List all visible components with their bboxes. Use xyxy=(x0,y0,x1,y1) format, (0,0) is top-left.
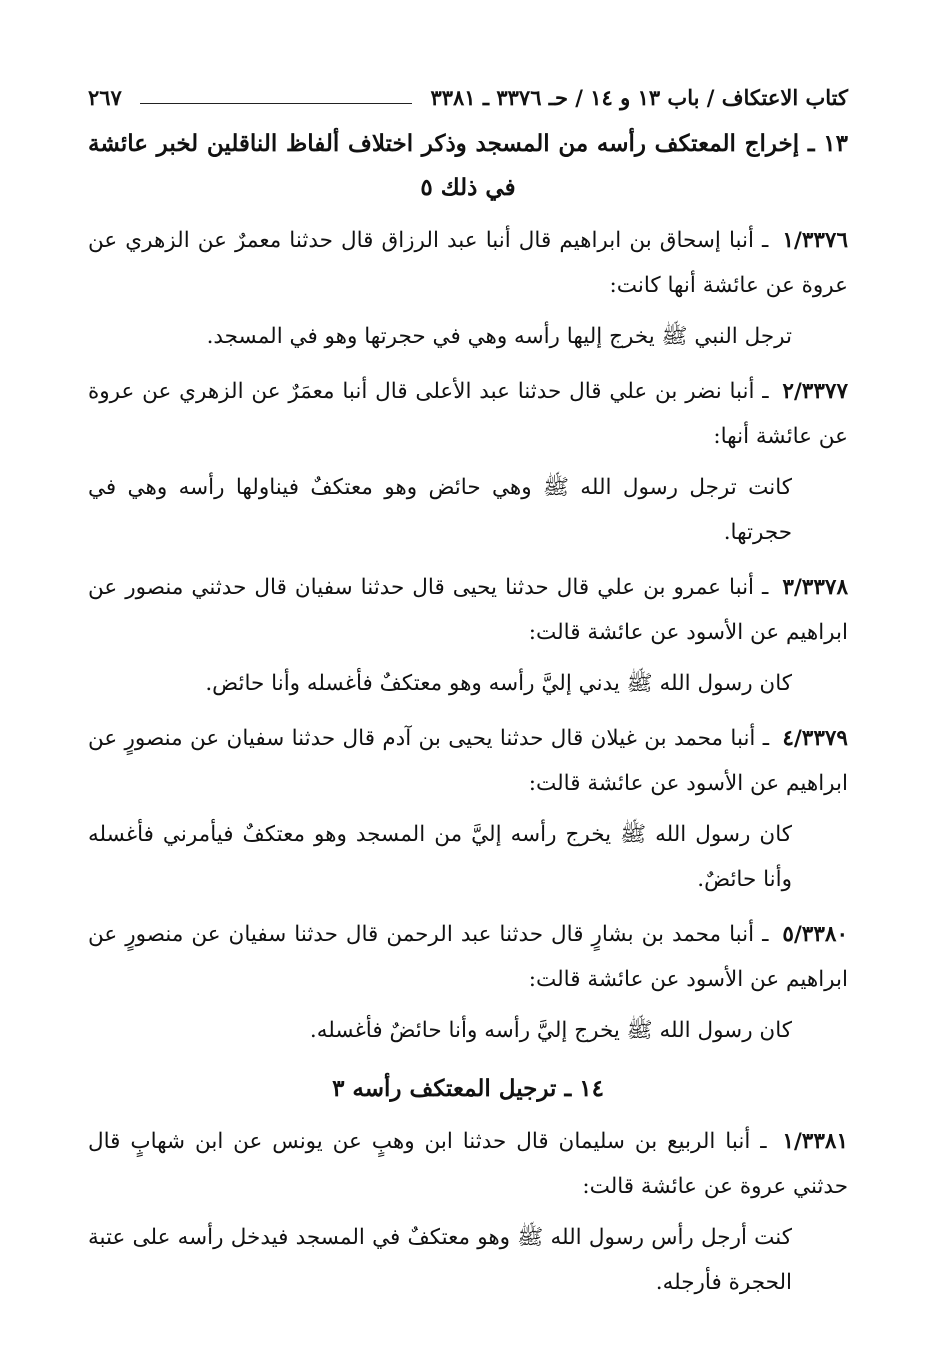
page-number: ٢٦٧ xyxy=(88,84,122,110)
hadith-matn: كان رسول الله ﷺ يخرج إليَّ رأسه وأنا حائضٌ فأغسله. xyxy=(309,1018,792,1043)
hadith-number: ١/٣٣٧٦ xyxy=(782,228,849,253)
isnad-text: ـ أنبا الربيع بن سليمان قال حدثنا ابن وهبٍ عن يونس عن ابن شهابٍ قال حدثني عروة عن عائشة قالت: xyxy=(88,1129,848,1199)
hadith-matn: كان رسول الله ﷺ يخرج رأسه إليَّ من المسجد وهو معتكفٌ فيأمرني فأغسله وأنا حائضٌ. xyxy=(88,822,792,892)
isnad-text: ـ أنبا محمد بن بشارٍ قال حدثنا عبد الرحمن قال حدثنا سفيان عن منصورٍ عن ابراهيم عن الأسود عن عائشة قالت: xyxy=(88,922,848,992)
running-header xyxy=(88,70,848,110)
chapter-heading: ١٤ ـ ترجيل المعتكف رأسه ٣ xyxy=(332,1075,604,1102)
hadith-isnad xyxy=(88,1119,848,1209)
hadith-matn: ترجل النبي ﷺ يخرج إليها رأسه وهي في حجرتها وهو في المسجد. xyxy=(206,324,792,349)
hadith-entry xyxy=(88,912,848,1053)
isnad-text: ـ أنبا عمرو بن علي قال حدثنا يحيى قال حدثنا سفيان قال حدثني منصور عن ابراهيم عن الأسود عن عائشة قالت: xyxy=(88,575,848,645)
hadith-number: ٤/٣٣٧٩ xyxy=(782,726,848,751)
hadith-entry xyxy=(88,369,848,555)
section-14 xyxy=(88,1067,848,1305)
header-rule xyxy=(140,103,413,104)
hadith-entry xyxy=(88,565,848,706)
hadith-isnad xyxy=(88,565,848,655)
hadith-number: ١/٣٣٨١ xyxy=(782,1129,848,1154)
hadith-entry xyxy=(88,1119,848,1305)
isnad-text: ـ أنبا محمد بن غيلان قال حدثنا يحيى بن آدم قال حدثنا سفيان عن منصورٍ عن ابراهيم عن الأسود عن عائشة قالت: xyxy=(88,726,848,796)
hadith-entry xyxy=(88,218,848,359)
hadith-isnad xyxy=(88,218,848,308)
book-page xyxy=(88,70,848,1350)
chapter-heading: ١٣ ـ إخراج المعتكف رأسه من المسجد وذكر اختلاف ألفاظ الناقلين لخبر عائشة في ذلك ٥ xyxy=(88,130,848,201)
hadith-matn: كانت ترجل رسول الله ﷺ وهي حائض وهو معتكفٌ فيناولها رأسه وهي في حجرتها. xyxy=(88,475,792,545)
hadith-isnad xyxy=(88,716,848,806)
hadith-matn: كنت أرجل رأس رسول الله ﷺ وهو معتكفٌ في المسجد فيدخل رأسه على عتبة الحجرة فأرجله. xyxy=(88,1225,792,1295)
running-title: كتاب الاعتكاف / باب ١٣ و ١٤ / حـ ٣٣٧٦ ـ ٣٣٨١ xyxy=(430,84,848,110)
section-13 xyxy=(88,122,848,1053)
hadith-entry xyxy=(88,716,848,902)
hadith-matn: كان رسول الله ﷺ يدني إليَّ رأسه وهو معتكفٌ فأغسله وأنا حائض. xyxy=(205,671,792,696)
hadith-number: ٥/٣٣٨٠ xyxy=(782,922,848,947)
hadith-number: ٢/٣٣٧٧ xyxy=(782,379,848,404)
isnad-text: ـ أنبا إسحاق بن ابراهيم قال أنبا عبد الرزاق قال حدثنا معمرٌ عن الزهري عن عروة عن عائشة أنها كانت: xyxy=(88,228,848,298)
hadith-isnad xyxy=(88,912,848,1002)
hadith-isnad xyxy=(88,369,848,459)
isnad-text: ـ أنبا نضر بن علي قال حدثنا عبد الأعلى قال أنبا معمَرٌ عن الزهري عن عروة عن عائشة أنها: xyxy=(88,379,848,449)
hadith-number: ٣/٣٣٧٨ xyxy=(782,575,848,600)
